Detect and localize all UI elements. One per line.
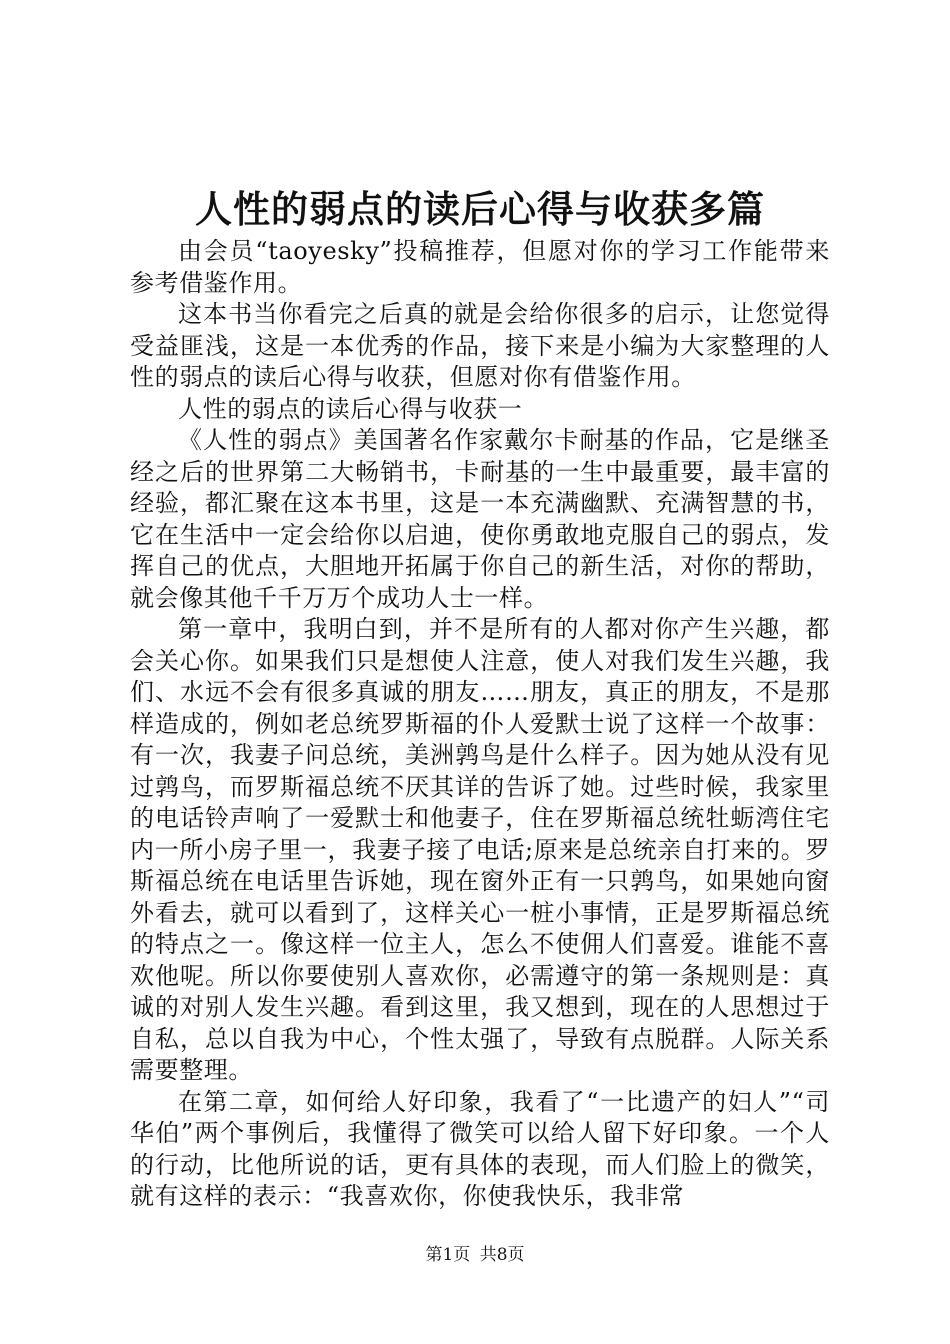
body-paragraph: 《人性的弱点》美国著名作家戴尔卡耐基的作品，它是继圣经之后的世界第二大畅销书，卡耐基的一生中最重要，最丰富的经验，都汇聚在这本书里，这是一本充满幽默、充满智慧的书，它在生活中一定会给你以启迪，使你勇敢地克服自己的弱点，发挥自己的优点，大胆地开拓属于你自己的新生活，对你的帮助，就会像其他千千万万个成功人士一样。 [130, 426, 830, 612]
intro-paragraph: 由会员“taoyesky”投稿推荐，但愿对你的学习工作能带来参考借鉴作用。 [130, 237, 830, 297]
body-paragraph: 第一章中，我明白到，并不是所有的人都对你产生兴趣，都会关心你。如果我们只是想使人注意，使人对我们发生兴趣，我们、水远不会有很多真诚的朋友……朋友，真正的朋友，不是那样造成的，例如老总统罗斯福的仆人爱默士说了这样一个故事：有一次，我妻子问总统，美洲鹑鸟是什么样子。因为她从没有见过鹑鸟，而罗斯福总统不厌其详的告诉了她。过些时候，我家里的电话铃声响了一爱默士和他妻子，住在罗斯福总统牡蛎湾住宅内一所小房子里一，我妻子接了电话;原来是总统亲自打来的。罗斯福总统在电话里告诉她，现在窗外正有一只鹑鸟，如果她向窗外看去，就可以看到了，这样关心一桩小事情，正是罗斯福总统的特点之一。像这样一位主人，怎么不使佣人们喜爱。谁能不喜欢他呢。所以你要使别人喜欢你，必需遵守的第一条规则是：真诚的对别人发生兴趣。看到这里，我又想到，现在的人思想过于自私，总以自我为中心，个性太强了，导致有点脱群。人际关系需要整理。 [130, 615, 830, 1084]
document-body [130, 236, 830, 1213]
page-footer [0, 1244, 950, 1266]
section-heading: 人性的弱点的读后心得与收获一 [178, 394, 523, 423]
body-paragraph: 在第二章，如何给人好印象，我看了“一比遗产的妇人”“司华伯”两个事例后，我懂得了微笑可以给人留下好印象。一个人的行动，比他所说的话，更有具体的表现，而人们脸上的微笑，就有这样的表示：“我喜欢你，你使我快乐，我非常 [130, 1087, 830, 1210]
page-total: 共8页 [479, 1245, 525, 1265]
summary-paragraph: 这本书当你看完之后真的就是会给你很多的启示，让您觉得受益匪浅，这是一本优秀的作品，接下来是小编为大家整理的人性的弱点的读后心得与收获，但愿对你有借鉴作用。 [130, 300, 830, 391]
page-number: 第1页 [425, 1245, 471, 1265]
document-title: 人性的弱点的读后心得与收获多篇 [195, 187, 765, 231]
